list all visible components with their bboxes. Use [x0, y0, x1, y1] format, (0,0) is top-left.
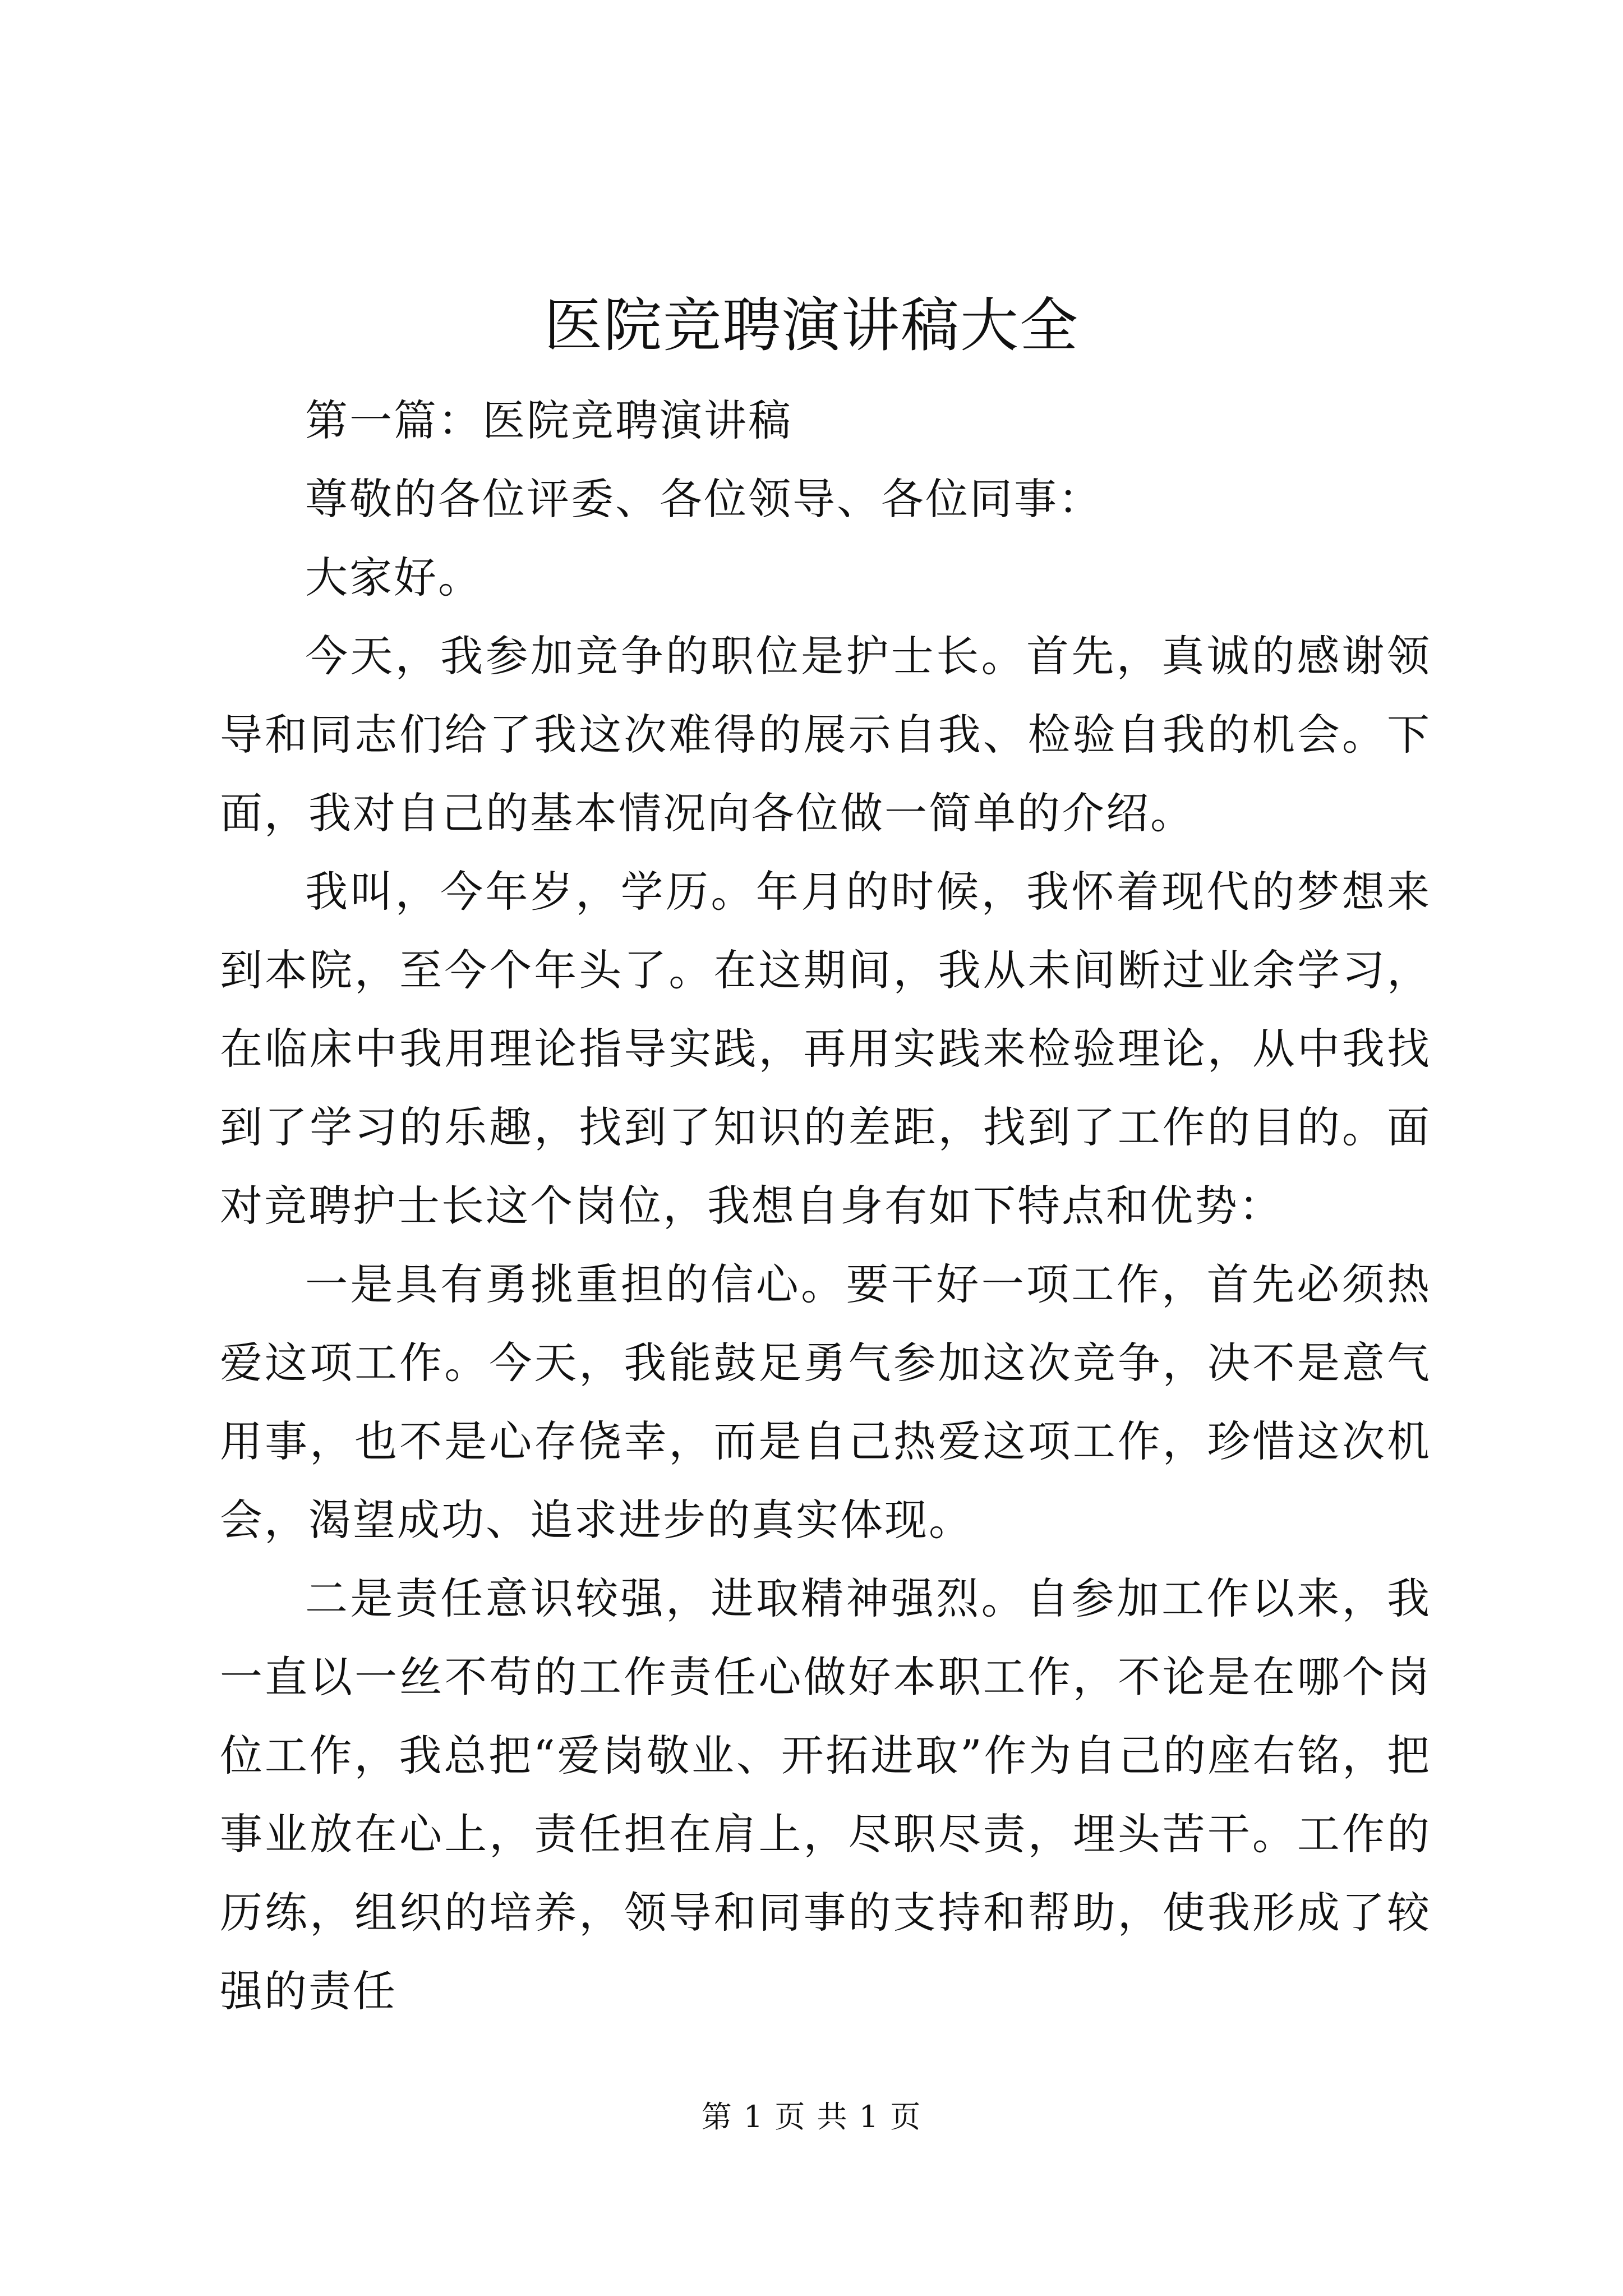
greeting: 大家好。: [305, 553, 482, 602]
body-paragraph: 二是责任意识较强，进取精神强烈。自参加工作以来，我一直以一丝不苟的工作责任心做好本职工作，不论是在哪个岗位工作，我总把“爱岗敬业、开拓进取”作为自己的座右铭，把事业放在心上，责任担在肩上，尽职尽责，埋头苦干。工作的历练，组织的培养，领导和同事的支持和帮助，使我形成了较强的责任: [220, 1573, 1431, 2016]
document-body: [220, 381, 1431, 2031]
body-paragraph: 一是具有勇挑重担的信心。要干好一项工作，首先必须热爱这项工作。今天，我能鼓足勇气参加这次竞争，决不是意气用事，也不是心存侥幸，而是自己热爱这项工作，珍惜这次机会，渴望成功、追求进步的真实体现。: [220, 1259, 1431, 1545]
body-paragraph: 我叫，今年岁，学历。年月的时候，我怀着现代的梦想来到本院，至今个年头了。在这期间，我从未间断过业余学习，在临床中我用理论指导实践，再用实践来检验理论，从中我找到了学习的乐趣，找到了知识的差距，找到了工作的目的。面对竞聘护士长这个岗位，我想自身有如下特点和优势：: [220, 867, 1431, 1231]
body-paragraph: 今天，我参加竞争的职位是护士长。首先，真诚的感谢领导和同志们给了我这次难得的展示自我、检验自我的机会。下面，我对自己的基本情况向各位做一简单的介绍。: [220, 631, 1431, 838]
document-title: 医院竞聘演讲稿大全: [543, 291, 1079, 360]
page-footer: 第 1 页 共 1 页: [701, 2099, 922, 2134]
salutation: 尊敬的各位评委、各位领导、各位同事：: [305, 474, 1103, 524]
section-heading: 第一篇：医院竞聘演讲稿: [305, 395, 792, 445]
